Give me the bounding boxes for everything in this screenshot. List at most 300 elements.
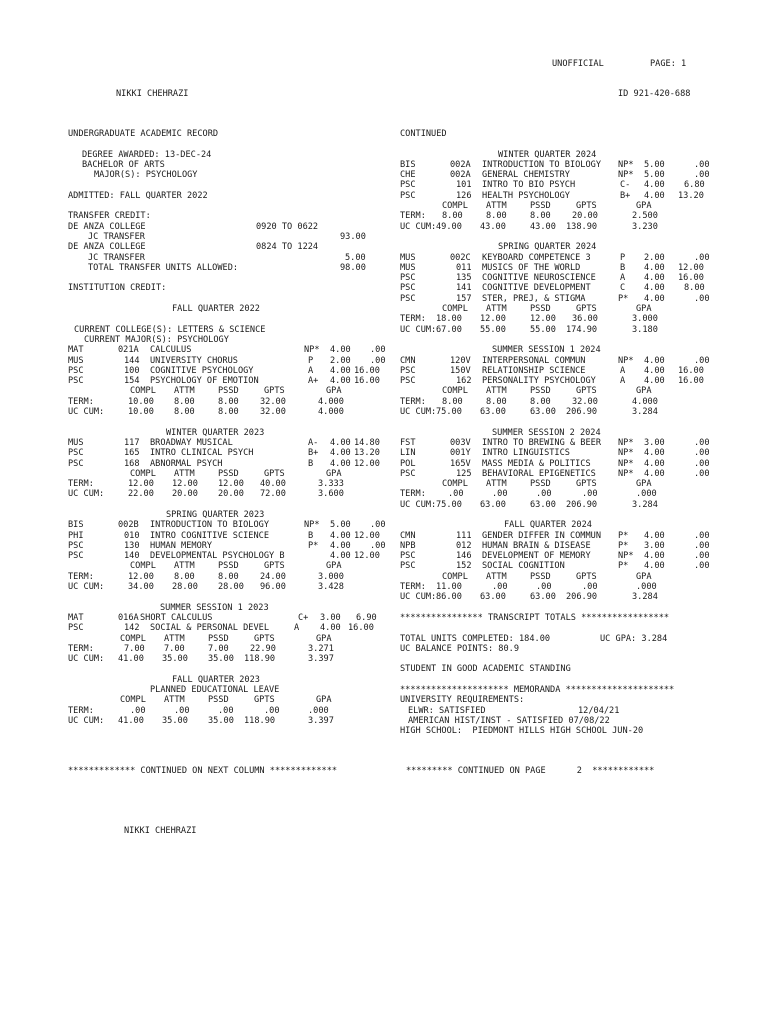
record-text: GPTS: [576, 386, 597, 397]
record-text: 22.90: [250, 643, 276, 654]
record-text: 24.00: [260, 571, 286, 582]
record-line: [68, 717, 368, 727]
record-text: P*: [618, 293, 629, 304]
record-text: GPA: [326, 561, 342, 572]
record-text: ATTM: [164, 633, 185, 644]
record-text: ATTM: [174, 468, 195, 479]
record-text: ********************* MEMORANDA *********************: [400, 685, 675, 696]
record-text: 130: [124, 540, 140, 551]
record-text: 010: [124, 530, 140, 541]
record-text: STER, PREJ, & STIGMA: [482, 293, 586, 304]
record-line: [400, 614, 720, 624]
record-text: 41.00: [118, 715, 144, 726]
record-text: 7.00: [124, 643, 145, 654]
record-text: CMN: [400, 530, 416, 541]
record-text: 18.00: [436, 314, 462, 325]
record-text: UC CUM:: [68, 654, 105, 665]
record-text: 4.000: [318, 407, 344, 418]
record-text: MAJOR(S): PSYCHOLOGY: [94, 170, 198, 181]
record-text: B: [308, 458, 314, 469]
record-text: 4.00: [330, 437, 351, 448]
record-text: 4.00: [644, 376, 665, 387]
record-text: A: [620, 376, 626, 387]
record-text: UC CUM:: [68, 715, 105, 726]
record-text: PERSONALITY PSYCHOLOGY: [482, 376, 596, 387]
record-text: 3.428: [318, 582, 344, 593]
record-text: TERM:: [400, 314, 426, 325]
record-text: NP*: [618, 468, 634, 479]
record-text: PHI: [68, 530, 84, 541]
record-text: BIS: [68, 520, 84, 531]
record-text: .00: [492, 582, 508, 593]
record-text: GPA: [636, 304, 652, 315]
record-text: 3.000: [318, 571, 344, 582]
record-text: 3.230: [632, 221, 658, 232]
record-text: NP*: [618, 159, 634, 170]
record-text: 96.00: [260, 582, 286, 593]
record-text: ELWR: SATISFIED: [408, 705, 486, 716]
record-text: GPTS: [264, 386, 285, 397]
record-text: PSC: [400, 365, 416, 376]
record-line: [68, 448, 380, 459]
record-text: 4.00: [644, 468, 665, 479]
record-text: 11.00: [436, 582, 462, 593]
record-text: .000: [636, 489, 657, 500]
record-text: 126: [456, 190, 472, 201]
record-text: 41.00: [118, 654, 144, 665]
record-line: [68, 623, 374, 634]
record-text: 63.00: [480, 592, 506, 603]
record-text: 20.00: [572, 211, 598, 222]
record-text: 8.00: [442, 396, 463, 407]
record-text: PSC: [68, 376, 84, 387]
record-text: 8.00: [684, 283, 705, 294]
record-line: [68, 490, 368, 500]
record-text: .00: [370, 345, 386, 356]
record-text: UNIVERSITY REQUIREMENTS:: [400, 695, 525, 706]
record-line: [400, 593, 720, 603]
record-text: 8.00: [218, 571, 239, 582]
record-text: INTRO CLINICAL PSYCH: [150, 448, 254, 459]
record-text: ATTM: [174, 561, 195, 572]
record-text: P: [308, 355, 314, 366]
record-text: 3.284: [632, 407, 658, 418]
record-text: NP*: [618, 458, 634, 469]
record-text: P: [620, 252, 626, 263]
record-text: 12.00: [354, 530, 380, 541]
record-text: UC BALANCE POINTS: 80.9: [400, 643, 519, 654]
record-line: [68, 171, 368, 181]
record-text: TERM:: [68, 479, 94, 490]
record-text: INTRO TO BREWING & BEER: [482, 437, 601, 448]
record-text: B+: [620, 190, 631, 201]
record-text: 8.00: [486, 396, 507, 407]
record-text: GPA: [316, 695, 332, 706]
record-text: .00: [694, 458, 710, 469]
record-text: INTERPERSONAL COMMUN: [482, 355, 586, 366]
record-text: PSYCHOLOGY OF EMOTION: [150, 376, 259, 387]
record-text: 55.00: [480, 324, 506, 335]
record-text: ATTM: [486, 201, 507, 212]
record-text: TERM:: [68, 705, 94, 716]
record-text: PSSD: [208, 633, 229, 644]
record-text: LIN: [400, 448, 416, 459]
record-text: GPTS: [254, 695, 275, 706]
record-text: 16.00: [678, 376, 704, 387]
record-text: GPTS: [264, 468, 285, 479]
record-text: 12/04/21: [578, 705, 620, 716]
record-text: 93.00: [340, 231, 366, 242]
record-text: 49.00: [436, 221, 462, 232]
record-text: TERM:: [400, 396, 426, 407]
record-text: TOTAL UNITS COMPLETED: 184.00: [400, 633, 551, 644]
record-text: GPTS: [576, 201, 597, 212]
record-text: BROADWAY MUSICAL: [150, 437, 233, 448]
record-text: ATTM: [174, 386, 195, 397]
record-text: DE ANZA COLLEGE: [68, 221, 146, 232]
record-line: [400, 501, 720, 511]
record-text: COMPL: [130, 561, 156, 572]
record-text: SOCIAL & PERSONAL DEVEL: [150, 623, 269, 634]
record-text: 3.000: [632, 314, 658, 325]
record-text: UNDERGRADUATE ACADEMIC RECORD: [68, 129, 219, 139]
record-text: COMPL: [442, 479, 468, 490]
record-text: 154: [124, 376, 140, 387]
record-text: PSC: [400, 190, 416, 201]
record-text: 63.00: [480, 407, 506, 418]
record-text: MAT: [68, 612, 84, 623]
record-text: 3.600: [318, 489, 344, 500]
record-text: 35.00: [162, 654, 188, 665]
record-text: FALL QUARTER 2024: [504, 520, 592, 531]
record-text: 8.00: [486, 211, 507, 222]
record-text: .00: [536, 582, 552, 593]
record-text: 012: [456, 540, 472, 551]
record-text: 12.00: [128, 571, 154, 582]
record-text: NP*: [618, 448, 634, 459]
record-text: JC TRANSFER: [88, 252, 145, 263]
record-text: P*: [618, 561, 629, 572]
record-text: 4.00: [330, 345, 351, 356]
record-text: 118.90: [244, 715, 276, 726]
record-text: PSC: [68, 551, 84, 562]
record-text: 12.00: [354, 458, 380, 469]
record-text: 021A: [118, 345, 139, 356]
record-text: 16.00: [354, 365, 380, 376]
record-text: INTRO LINGUISTICS: [482, 448, 570, 459]
record-text: GPTS: [254, 633, 275, 644]
unofficial-label: UNOFFICIAL: [552, 59, 604, 69]
record-text: JC TRANSFER: [88, 231, 145, 242]
record-text: CURRENT COLLEGE(S): LETTERS & SCIENCE: [74, 324, 266, 335]
record-text: BEHAVIORAL EPIGENETICS: [482, 468, 596, 479]
record-text: C: [620, 283, 626, 294]
record-text: NP*: [618, 170, 634, 181]
record-text: PSSD: [530, 201, 551, 212]
record-text: GPTS: [264, 561, 285, 572]
record-text: 12.00: [172, 479, 198, 490]
record-text: GPA: [326, 468, 342, 479]
record-text: 12.00: [354, 551, 380, 562]
record-text: SUMMER SESSION 2 2024: [492, 427, 601, 438]
record-text: PSSD: [530, 386, 551, 397]
record-text: 98.00: [340, 262, 366, 273]
record-text: 36.00: [572, 314, 598, 325]
record-text: PSSD: [208, 695, 229, 706]
record-text: 4.00: [644, 551, 665, 562]
record-text: FALL QUARTER 2022: [172, 304, 260, 315]
record-text: 4.00: [330, 458, 351, 469]
record-text: 5.00: [330, 520, 351, 531]
record-text: 75.00: [436, 499, 462, 510]
record-text: TERM:: [400, 489, 426, 500]
record-text: DE ANZA COLLEGE: [68, 242, 146, 253]
record-text: PSC: [400, 468, 416, 479]
record-text: 4.00: [644, 561, 665, 572]
record-text: 3.180: [632, 324, 658, 335]
record-text: 4.00: [330, 530, 351, 541]
record-text: BACHELOR OF ARTS: [82, 159, 165, 170]
record-text: P*: [618, 540, 629, 551]
record-line: [400, 624, 720, 634]
record-text: GENDER DIFFER IN COMMUN: [482, 530, 601, 541]
record-text: 12.00: [678, 262, 704, 273]
record-text: PSC: [400, 561, 416, 572]
record-text: A: [294, 623, 300, 634]
record-text: NP*: [304, 345, 320, 356]
record-text: PSC: [68, 448, 84, 459]
record-text: 157: [456, 293, 472, 304]
record-line: [68, 284, 368, 294]
record-text: **************** TRANSCRIPT TOTALS *****************: [400, 612, 670, 623]
record-text: 8.00: [442, 211, 463, 222]
record-text: 8.00: [530, 211, 551, 222]
record-text: .00: [492, 489, 508, 500]
record-text: 13.20: [354, 448, 380, 459]
record-text: MAT: [68, 345, 84, 356]
record-text: .00: [694, 355, 710, 366]
record-line: [68, 192, 368, 202]
record-text: 3.00: [320, 612, 341, 623]
record-text: 101: [456, 180, 472, 191]
record-text: 4.00: [330, 376, 351, 387]
record-text: 4.00: [320, 623, 341, 634]
record-text: COMPL: [130, 468, 156, 479]
record-text: PSSD: [530, 304, 551, 315]
record-line: [400, 408, 720, 418]
record-text: 7.00: [164, 643, 185, 654]
record-text: 206.90: [566, 407, 598, 418]
record-text: COGNITIVE NEUROSCIENCE: [482, 273, 596, 284]
record-text: 118.90: [244, 654, 276, 665]
record-text: P*: [618, 530, 629, 541]
record-text: 4.00: [644, 530, 665, 541]
record-text: NP*: [304, 520, 320, 531]
record-text: 144: [124, 355, 140, 366]
record-text: 32.00: [572, 396, 598, 407]
record-text: B: [620, 262, 626, 273]
record-text: GPA: [326, 386, 342, 397]
record-text: MUS: [400, 252, 416, 263]
record-text: RELATIONSHIP SCIENCE: [482, 365, 586, 376]
record-line: [400, 449, 720, 459]
record-text: 8.00: [174, 396, 195, 407]
record-line: [68, 305, 368, 315]
record-text: 174.90: [566, 324, 598, 335]
record-text: 43.00: [480, 221, 506, 232]
record-text: A: [620, 365, 626, 376]
record-text: 4.00: [330, 448, 351, 459]
record-text: GPA: [636, 386, 652, 397]
record-text: 138.90: [566, 221, 598, 232]
record-text: 12.00: [218, 479, 244, 490]
record-text: MUSICS OF THE WORLD: [482, 262, 581, 273]
record-text: 120V: [450, 355, 471, 366]
record-text: 4.00: [644, 293, 665, 304]
record-text: .00: [218, 705, 234, 716]
record-text: .00: [694, 540, 710, 551]
record-text: PSC: [400, 283, 416, 294]
record-text: 75.00: [436, 407, 462, 418]
record-text: DEVELOPMENT OF MEMORY: [482, 551, 591, 562]
record-text: A: [620, 273, 626, 284]
record-text: B+: [308, 448, 319, 459]
record-text: A: [308, 365, 314, 376]
record-text: INTRO COGNITIVE SCIENCE: [150, 530, 269, 541]
record-text: GPTS: [576, 304, 597, 315]
student-name: NIKKI CHEHRAZI: [116, 89, 189, 99]
record-text: GPTS: [576, 479, 597, 490]
record-text: ABNORMAL PSYCH: [150, 458, 223, 469]
record-text: 162: [456, 376, 472, 387]
record-text: 35.00: [208, 715, 234, 726]
record-text: P*: [308, 540, 319, 551]
record-text: 4.00: [330, 551, 351, 562]
record-text: ATTM: [164, 695, 185, 706]
record-text: HEALTH PSYCHOLOGY: [482, 190, 570, 201]
record-line: [68, 130, 368, 140]
record-text: 16.00: [348, 623, 374, 634]
record-text: PSC: [68, 458, 84, 469]
record-text: 002A: [450, 159, 471, 170]
record-text: ADMITTED: FALL QUARTER 2022: [68, 190, 208, 201]
record-text: MUS: [400, 262, 416, 273]
record-text: 6.90: [356, 612, 377, 623]
record-line: [400, 223, 720, 233]
record-text: 14.80: [354, 437, 380, 448]
record-text: PLANNED EDUCATIONAL LEAVE: [150, 685, 280, 696]
record-text: 100: [124, 365, 140, 376]
record-text: 3.397: [308, 715, 334, 726]
record-line: [400, 727, 720, 737]
record-text: 3.00: [644, 437, 665, 448]
record-text: .00: [694, 252, 710, 263]
record-text: 3.00: [644, 540, 665, 551]
record-line: [68, 583, 368, 593]
record-text: TRANSFER CREDIT:: [68, 211, 151, 222]
record-text: 32.00: [260, 396, 286, 407]
record-text: 43.00: [530, 221, 556, 232]
record-text: 117: [124, 437, 140, 448]
record-text: 3.284: [632, 499, 658, 510]
record-text: C-: [620, 180, 631, 191]
record-text: 125: [456, 468, 472, 479]
record-text: TERM:: [400, 582, 426, 593]
record-text: ATTM: [486, 571, 507, 582]
record-text: 4.00: [644, 262, 665, 273]
record-text: 3.284: [632, 592, 658, 603]
record-text: 4.00: [644, 283, 665, 294]
record-text: GPTS: [576, 571, 597, 582]
record-text: 12.00: [128, 479, 154, 490]
record-text: BIS: [400, 159, 416, 170]
record-text: 8.00: [174, 407, 195, 418]
record-text: 35.00: [162, 715, 188, 726]
record-text: .00: [582, 582, 598, 593]
record-text: INTRODUCTION TO BIOLOGY: [150, 520, 269, 531]
record-text: 011: [456, 262, 472, 273]
left-column: [68, 129, 386, 727]
record-text: .00: [694, 293, 710, 304]
record-text: 10.00: [128, 396, 154, 407]
record-text: 4.00: [330, 540, 351, 551]
record-text: PSC: [400, 293, 416, 304]
record-text: .00: [370, 520, 386, 531]
record-text: PSC: [68, 623, 84, 634]
record-text: GPA: [636, 201, 652, 212]
record-text: CHE: [400, 170, 416, 181]
record-text: 34.00: [128, 582, 154, 593]
record-text: COMPL: [442, 304, 468, 315]
record-text: PSC: [400, 376, 416, 387]
record-text: .00: [694, 170, 710, 181]
student-id: ID 921-420-688: [618, 89, 691, 99]
record-text: 86.00: [436, 592, 462, 603]
record-text: .00: [694, 159, 710, 170]
record-line: [68, 408, 368, 418]
record-text: COGNITIVE DEVELOPMENT: [482, 283, 591, 294]
record-text: 63.00: [480, 499, 506, 510]
record-text: 4.00: [330, 365, 351, 376]
record-text: 4.00: [644, 180, 665, 191]
record-text: UC CUM:: [400, 221, 437, 232]
record-text: UC CUM:: [400, 324, 437, 335]
record-text: GENERAL CHEMISTRY: [482, 170, 570, 181]
record-text: GPA: [636, 571, 652, 582]
record-text: HUMAN MEMORY: [150, 540, 213, 551]
record-text: HIGH SCHOOL: PIEDMONT HILLS HIGH SCHOOL JUN-20: [400, 726, 644, 737]
record-line: [68, 264, 368, 274]
record-text: 4.00: [644, 273, 665, 284]
record-text: PSC: [400, 551, 416, 562]
record-text: TERM:: [68, 396, 94, 407]
record-text: .00: [370, 540, 386, 551]
record-text: CURRENT MAJOR(S): PSYCHOLOGY: [84, 334, 229, 345]
record-text: INTRODUCTION TO BIOLOGY: [482, 159, 601, 170]
record-text: POL: [400, 458, 416, 469]
record-text: B: [308, 530, 314, 541]
record-text: 4.00: [644, 448, 665, 459]
footer-student-name: NIKKI CHEHRAZI: [124, 826, 197, 836]
record-text: NP*: [618, 355, 634, 366]
record-text: STUDENT IN GOOD ACADEMIC STANDING: [400, 664, 571, 675]
record-text: 4.000: [318, 396, 344, 407]
record-text: .00: [582, 489, 598, 500]
record-text: COMPL: [442, 201, 468, 212]
record-text: UNIVERSITY CHORUS: [150, 355, 238, 366]
record-text: .00: [694, 437, 710, 448]
record-line: [68, 336, 368, 346]
